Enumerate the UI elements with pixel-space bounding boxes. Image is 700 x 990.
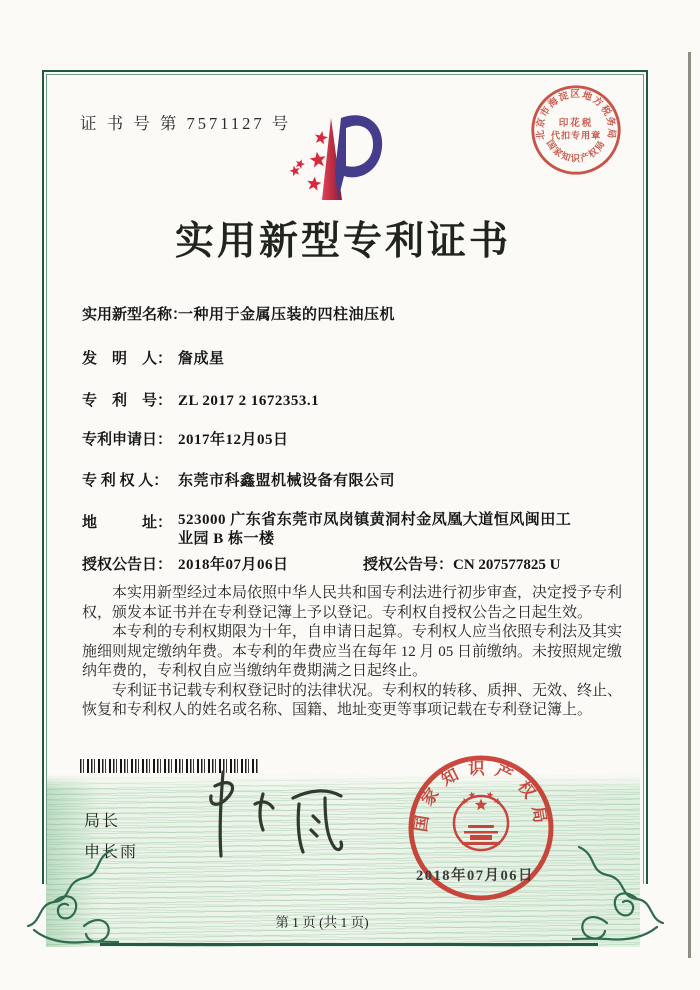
- bottom-rule: [100, 943, 598, 946]
- field-row-inventor: [82, 347, 225, 368]
- field-label: 专 利 权 人：: [82, 473, 169, 489]
- field-value: 2018年07月06日: [178, 557, 289, 573]
- field-label: 实用新型名称：: [82, 307, 188, 323]
- national-emblem-icon: [454, 791, 508, 850]
- field-row-grant-number: [363, 553, 561, 574]
- cnipa-patent-logo-icon: [278, 112, 393, 212]
- field-label: 专利申请日：: [82, 432, 173, 448]
- legal-text: [82, 584, 622, 721]
- seal-date: 2018年07月06日: [416, 868, 534, 884]
- field-label: 发 明 人：: [82, 351, 173, 367]
- director-title: 局长: [84, 813, 121, 830]
- field-value: 东莞市科鑫盟机械设备有限公司: [178, 473, 396, 489]
- field-row-address: [82, 511, 580, 549]
- field-row-patent-no: [82, 389, 319, 410]
- seal-agency-text: 国家知识产权局: [410, 758, 552, 834]
- legal-paragraph-1: 本实用新型经过本局依照中华人民共和国专利法进行初步审查，决定授予专利权，颁发本证书并在专利登记簿上予以登记。专利权自授权公告之日起生效。: [82, 585, 623, 621]
- field-value: 2017年12月05日: [178, 432, 289, 448]
- tax-stamp-line1: 印花税: [558, 118, 594, 130]
- certificate-title: 实用新型专利证书: [174, 220, 511, 263]
- director-signature-icon: [185, 764, 355, 864]
- field-value: 523000 广东省东莞市凤岗镇黄洞村金凤凰大道恒风闽田工业园 B 栋一楼: [178, 512, 572, 547]
- tax-stamp-ring-top: 北京市海淀区地方税务局: [534, 89, 618, 141]
- field-row-patentee: [82, 469, 395, 490]
- field-value: CN 207577825 U: [453, 557, 561, 573]
- field-value: 詹成星: [178, 351, 225, 367]
- page-number: 第 1 页 (共 1 页): [275, 915, 369, 930]
- field-row-grant-date: [82, 553, 289, 574]
- field-label: 授权公告号：: [363, 557, 454, 573]
- field-row-name: [82, 303, 395, 324]
- tax-stamp-line2: 代扣专用章: [550, 130, 602, 141]
- legal-paragraph-3: 专利证书记载专利权登记时的法律状况。专利权的转移、质押、无效、终止、恢复和专利权人的姓名或名称、国籍、地址变更等事项记载在专利登记簿上。: [82, 682, 623, 718]
- field-label: 地 址：: [82, 515, 173, 531]
- scan-paper-edge: [688, 52, 691, 958]
- tax-stamp-ring-bottom: 国家知识产权局: [544, 138, 608, 164]
- field-label: 授权公告日：: [82, 557, 173, 573]
- field-value: 一种用于金属压装的四柱油压机: [178, 307, 396, 323]
- field-value: ZL 2017 2 1672353.1: [178, 393, 320, 409]
- svg-text:国家知识产权局: [545, 138, 608, 164]
- field-label: 专 利 号：: [82, 393, 173, 409]
- field-row-filing-date: [82, 428, 289, 449]
- corner-flourish-icon: [24, 848, 119, 948]
- tax-stamp: [528, 82, 624, 178]
- legal-paragraph-2: 本专利的专利权期限为十年，自申请日起算。专利权人应当依照专利法及其实施细则规定缴纳年费。本专利的年费应当在每年 12 月 05 日前缴纳。未按照规定缴纳年费的，专利权自应当缴纳年费期满之日起终止。: [82, 624, 623, 679]
- certificate-number: 证 书 号 第 7571127 号: [80, 114, 292, 133]
- director-name: 申长雨: [84, 844, 139, 861]
